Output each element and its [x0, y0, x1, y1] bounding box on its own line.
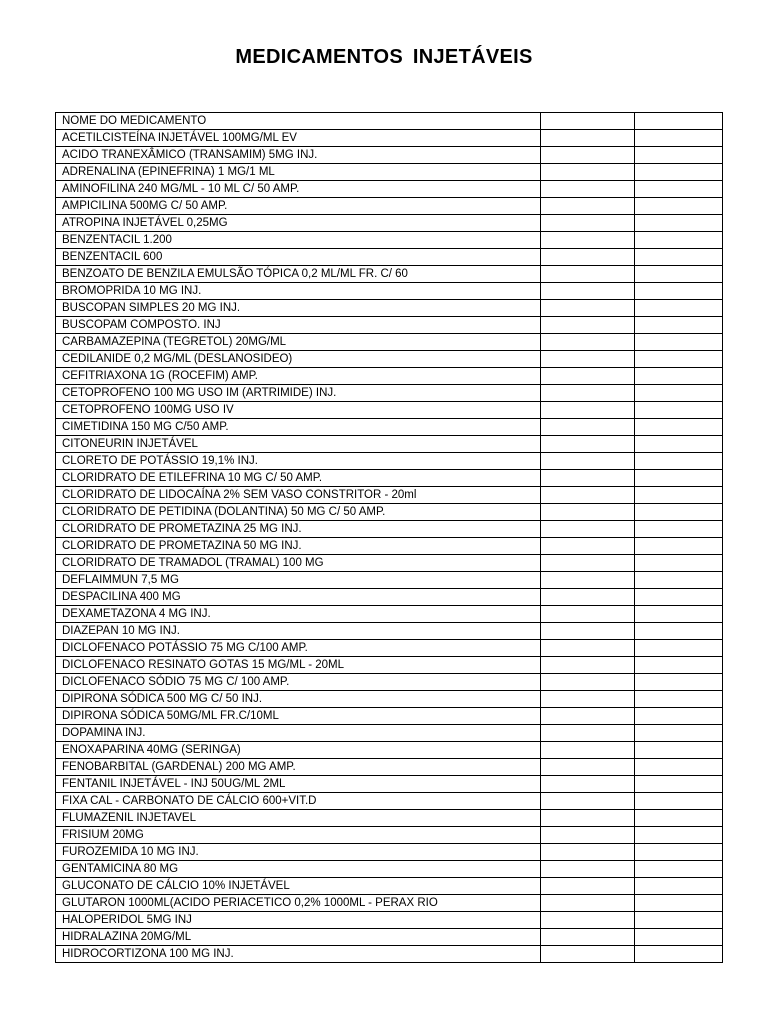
medication-name-cell: BUSCOPAM COMPOSTO. INJ [56, 317, 541, 334]
table-row [56, 759, 723, 776]
table-row [56, 708, 723, 725]
medication-name-cell: DESPACILINA 400 MG [56, 589, 541, 606]
table-row [56, 402, 723, 419]
medication-name-cell: CARBAMAZEPINA (TEGRETOL) 20MG/ML [56, 334, 541, 351]
blank-cell-1 [541, 147, 635, 164]
blank-cell-1 [541, 657, 635, 674]
table-row [56, 946, 723, 963]
blank-cell-2 [635, 895, 723, 912]
blank-cell-2 [635, 657, 723, 674]
table-row [56, 606, 723, 623]
medication-name-cell: CLORIDRATO DE TRAMADOL (TRAMAL) 100 MG [56, 555, 541, 572]
blank-cell-2 [635, 538, 723, 555]
blank-cell-2 [635, 810, 723, 827]
blank-cell-2 [635, 640, 723, 657]
medication-name-cell: FENTANIL INJETÁVEL - INJ 50UG/ML 2ML [56, 776, 541, 793]
blank-cell-2 [635, 130, 723, 147]
blank-cell-1 [541, 266, 635, 283]
blank-cell-1 [541, 708, 635, 725]
blank-cell-1 [541, 793, 635, 810]
table-row [56, 368, 723, 385]
table-row [56, 249, 723, 266]
medication-name-cell: CITONEURIN INJETÁVEL [56, 436, 541, 453]
medication-name-cell: GENTAMICINA 80 MG [56, 861, 541, 878]
medication-name-cell: DEFLAIMMUN 7,5 MG [56, 572, 541, 589]
blank-cell-2 [635, 215, 723, 232]
blank-cell-2 [635, 300, 723, 317]
table-row [56, 895, 723, 912]
medication-name-cell: BROMOPRIDA 10 MG INJ. [56, 283, 541, 300]
medication-name-cell: AMINOFILINA 240 MG/ML - 10 ML C/ 50 AMP. [56, 181, 541, 198]
blank-cell-1 [541, 810, 635, 827]
blank-cell-1 [541, 181, 635, 198]
medication-name-cell: HIDROCORTIZONA 100 MG INJ. [56, 946, 541, 963]
blank-cell-1 [541, 640, 635, 657]
table-row [56, 725, 723, 742]
table-row [56, 385, 723, 402]
blank-cell-2 [635, 521, 723, 538]
blank-cell-1 [541, 929, 635, 946]
blank-cell-1 [541, 759, 635, 776]
blank-cell-1 [541, 419, 635, 436]
blank-cell-2 [635, 266, 723, 283]
blank-cell-2 [635, 283, 723, 300]
blank-cell-2 [635, 232, 723, 249]
blank-cell-1 [541, 589, 635, 606]
table-row [56, 742, 723, 759]
blank-cell-2 [635, 878, 723, 895]
medication-name-cell: AMPICILINA 500MG C/ 50 AMP. [56, 198, 541, 215]
header-cell-name: NOME DO MEDICAMENTO [56, 113, 541, 130]
blank-cell-1 [541, 215, 635, 232]
blank-cell-2 [635, 946, 723, 963]
blank-cell-1 [541, 436, 635, 453]
blank-cell-1 [541, 300, 635, 317]
medication-name-cell: GLUCONATO DE CÁLCIO 10% INJETÁVEL [56, 878, 541, 895]
table-row [56, 419, 723, 436]
blank-cell-2 [635, 759, 723, 776]
table-row [56, 521, 723, 538]
blank-cell-2 [635, 487, 723, 504]
medication-name-cell: FLUMAZENIL INJETAVEL [56, 810, 541, 827]
table-row [56, 572, 723, 589]
medication-name-cell: DIPIRONA SÓDICA 50MG/ML FR.C/10ML [56, 708, 541, 725]
medication-name-cell: BENZENTACIL 1.200 [56, 232, 541, 249]
table-row [56, 555, 723, 572]
table-row [56, 657, 723, 674]
blank-cell-1 [541, 691, 635, 708]
medication-name-cell: FRISIUM 20MG [56, 827, 541, 844]
blank-cell-2 [635, 623, 723, 640]
table-row [56, 334, 723, 351]
blank-cell-1 [541, 606, 635, 623]
blank-cell-2 [635, 844, 723, 861]
medication-name-cell: FENOBARBITAL (GARDENAL) 200 MG AMP. [56, 759, 541, 776]
medication-name-cell: CLORIDRATO DE PROMETAZINA 50 MG INJ. [56, 538, 541, 555]
blank-cell-2 [635, 929, 723, 946]
blank-cell-1 [541, 334, 635, 351]
table-row [56, 844, 723, 861]
document-title: MEDICAMENTOS INJETÁVEIS [235, 46, 533, 68]
blank-cell-1 [541, 249, 635, 266]
medication-name-cell: CLORIDRATO DE LIDOCAÍNA 2% SEM VASO CONSTRITOR - 20ml [56, 487, 541, 504]
blank-cell-1 [541, 895, 635, 912]
blank-cell-1 [541, 487, 635, 504]
blank-cell-1 [541, 725, 635, 742]
table-row [56, 538, 723, 555]
blank-cell-2 [635, 504, 723, 521]
table-row [56, 147, 723, 164]
medication-name-cell: GLUTARON 1000ML(ACIDO PERIACETICO 0,2% 1000ML - PERAX RIO [56, 895, 541, 912]
blank-cell-2 [635, 385, 723, 402]
table-row [56, 776, 723, 793]
table-row [56, 317, 723, 334]
blank-cell-1 [541, 504, 635, 521]
blank-cell-2 [635, 725, 723, 742]
blank-cell-2 [635, 317, 723, 334]
table-row [56, 487, 723, 504]
table-row [56, 300, 723, 317]
blank-cell-1 [541, 317, 635, 334]
blank-cell-2 [635, 827, 723, 844]
blank-cell-1 [541, 453, 635, 470]
blank-cell-2 [635, 674, 723, 691]
medication-name-cell: CETOPROFENO 100 MG USO IM (ARTRIMIDE) INJ. [56, 385, 541, 402]
table-row [56, 351, 723, 368]
table-row [56, 691, 723, 708]
blank-cell-1 [541, 232, 635, 249]
blank-cell-2 [635, 776, 723, 793]
table-row [56, 181, 723, 198]
blank-cell-1 [541, 351, 635, 368]
medication-name-cell: ADRENALINA (EPINEFRINA) 1 MG/1 ML [56, 164, 541, 181]
table-row [56, 674, 723, 691]
blank-cell-1 [541, 130, 635, 147]
medication-name-cell: CIMETIDINA 150 MG C/50 AMP. [56, 419, 541, 436]
blank-cell-2 [635, 708, 723, 725]
table-row [56, 810, 723, 827]
medication-name-cell: DIPIRONA SÓDICA 500 MG C/ 50 INJ. [56, 691, 541, 708]
medication-name-cell: CEFITRIAXONA 1G (ROCEFIM) AMP. [56, 368, 541, 385]
table-row [56, 198, 723, 215]
medication-name-cell: ACETILCISTEÍNA INJETÁVEL 100MG/ML EV [56, 130, 541, 147]
medication-name-cell: ENOXAPARINA 40MG (SERINGA) [56, 742, 541, 759]
medication-name-cell: BUSCOPAN SIMPLES 20 MG INJ. [56, 300, 541, 317]
blank-cell-1 [541, 776, 635, 793]
blank-cell-1 [541, 555, 635, 572]
header-cell-blank-1 [541, 113, 635, 130]
table-row [56, 623, 723, 640]
medication-name-cell: BENZENTACIL 600 [56, 249, 541, 266]
medication-name-cell: ACIDO TRANEXÂMICO (TRANSAMIM) 5MG INJ. [56, 147, 541, 164]
blank-cell-1 [541, 861, 635, 878]
blank-cell-2 [635, 742, 723, 759]
blank-cell-2 [635, 589, 723, 606]
medication-name-cell: CLORIDRATO DE ETILEFRINA 10 MG C/ 50 AMP. [56, 470, 541, 487]
blank-cell-2 [635, 793, 723, 810]
blank-cell-1 [541, 538, 635, 555]
medication-name-cell: CEDILANIDE 0,2 MG/ML (DESLANOSIDEO) [56, 351, 541, 368]
blank-cell-1 [541, 878, 635, 895]
blank-cell-1 [541, 674, 635, 691]
blank-cell-2 [635, 470, 723, 487]
table-row [56, 164, 723, 181]
blank-cell-2 [635, 453, 723, 470]
table-row [56, 215, 723, 232]
table-row [56, 436, 723, 453]
table-row [56, 640, 723, 657]
medication-name-cell: DICLOFENACO POTÁSSIO 75 MG C/100 AMP. [56, 640, 541, 657]
blank-cell-1 [541, 742, 635, 759]
blank-cell-1 [541, 198, 635, 215]
medication-name-cell: CETOPROFENO 100MG USO IV [56, 402, 541, 419]
blank-cell-1 [541, 283, 635, 300]
blank-cell-2 [635, 861, 723, 878]
medication-name-cell: FIXA CAL - CARBONATO DE CÁLCIO 600+VIT.D [56, 793, 541, 810]
medication-name-cell: CLORETO DE POTÁSSIO 19,1% INJ. [56, 453, 541, 470]
blank-cell-2 [635, 436, 723, 453]
table-row [56, 266, 723, 283]
medication-name-cell: DEXAMETAZONA 4 MG INJ. [56, 606, 541, 623]
blank-cell-2 [635, 249, 723, 266]
medication-name-cell: CLORIDRATO DE PROMETAZINA 25 MG INJ. [56, 521, 541, 538]
blank-cell-2 [635, 147, 723, 164]
table-row [56, 861, 723, 878]
blank-cell-2 [635, 164, 723, 181]
medication-name-cell: HIDRALAZINA 20MG/ML [56, 929, 541, 946]
blank-cell-1 [541, 912, 635, 929]
blank-cell-2 [635, 351, 723, 368]
medication-name-cell: ATROPINA INJETÁVEL 0,25MG [56, 215, 541, 232]
medication-name-cell: DICLOFENACO RESINATO GOTAS 15 MG/ML - 20ML [56, 657, 541, 674]
medication-name-cell: HALOPERIDOL 5MG INJ [56, 912, 541, 929]
blank-cell-1 [541, 164, 635, 181]
blank-cell-2 [635, 198, 723, 215]
blank-cell-1 [541, 572, 635, 589]
blank-cell-1 [541, 623, 635, 640]
blank-cell-2 [635, 368, 723, 385]
medication-name-cell: DOPAMINA INJ. [56, 725, 541, 742]
blank-cell-1 [541, 844, 635, 861]
table-row [56, 504, 723, 521]
blank-cell-2 [635, 606, 723, 623]
blank-cell-2 [635, 572, 723, 589]
medication-name-cell: FUROZEMIDA 10 MG INJ. [56, 844, 541, 861]
blank-cell-1 [541, 385, 635, 402]
table-row [56, 283, 723, 300]
table-row [56, 878, 723, 895]
blank-cell-2 [635, 181, 723, 198]
table-row [56, 912, 723, 929]
blank-cell-2 [635, 334, 723, 351]
table-header-row [56, 113, 723, 130]
medication-name-cell: DICLOFENACO SÓDIO 75 MG C/ 100 AMP. [56, 674, 541, 691]
blank-cell-2 [635, 555, 723, 572]
blank-cell-2 [635, 691, 723, 708]
medication-name-cell: BENZOATO DE BENZILA EMULSÃO TÓPICA 0,2 ML/ML FR. C/ 60 [56, 266, 541, 283]
blank-cell-2 [635, 402, 723, 419]
blank-cell-2 [635, 912, 723, 929]
table-row [56, 453, 723, 470]
blank-cell-1 [541, 368, 635, 385]
table-row [56, 827, 723, 844]
table-row [56, 793, 723, 810]
medication-table [55, 112, 723, 963]
blank-cell-2 [635, 419, 723, 436]
header-cell-blank-2 [635, 113, 723, 130]
blank-cell-1 [541, 827, 635, 844]
blank-cell-1 [541, 470, 635, 487]
blank-cell-1 [541, 402, 635, 419]
table-row [56, 589, 723, 606]
table-row [56, 232, 723, 249]
table-row [56, 130, 723, 147]
medication-name-cell: DIAZEPAN 10 MG INJ. [56, 623, 541, 640]
blank-cell-1 [541, 521, 635, 538]
blank-cell-1 [541, 946, 635, 963]
table-row [56, 929, 723, 946]
table-row [56, 470, 723, 487]
medication-name-cell: CLORIDRATO DE PETIDINA (DOLANTINA) 50 MG C/ 50 AMP. [56, 504, 541, 521]
